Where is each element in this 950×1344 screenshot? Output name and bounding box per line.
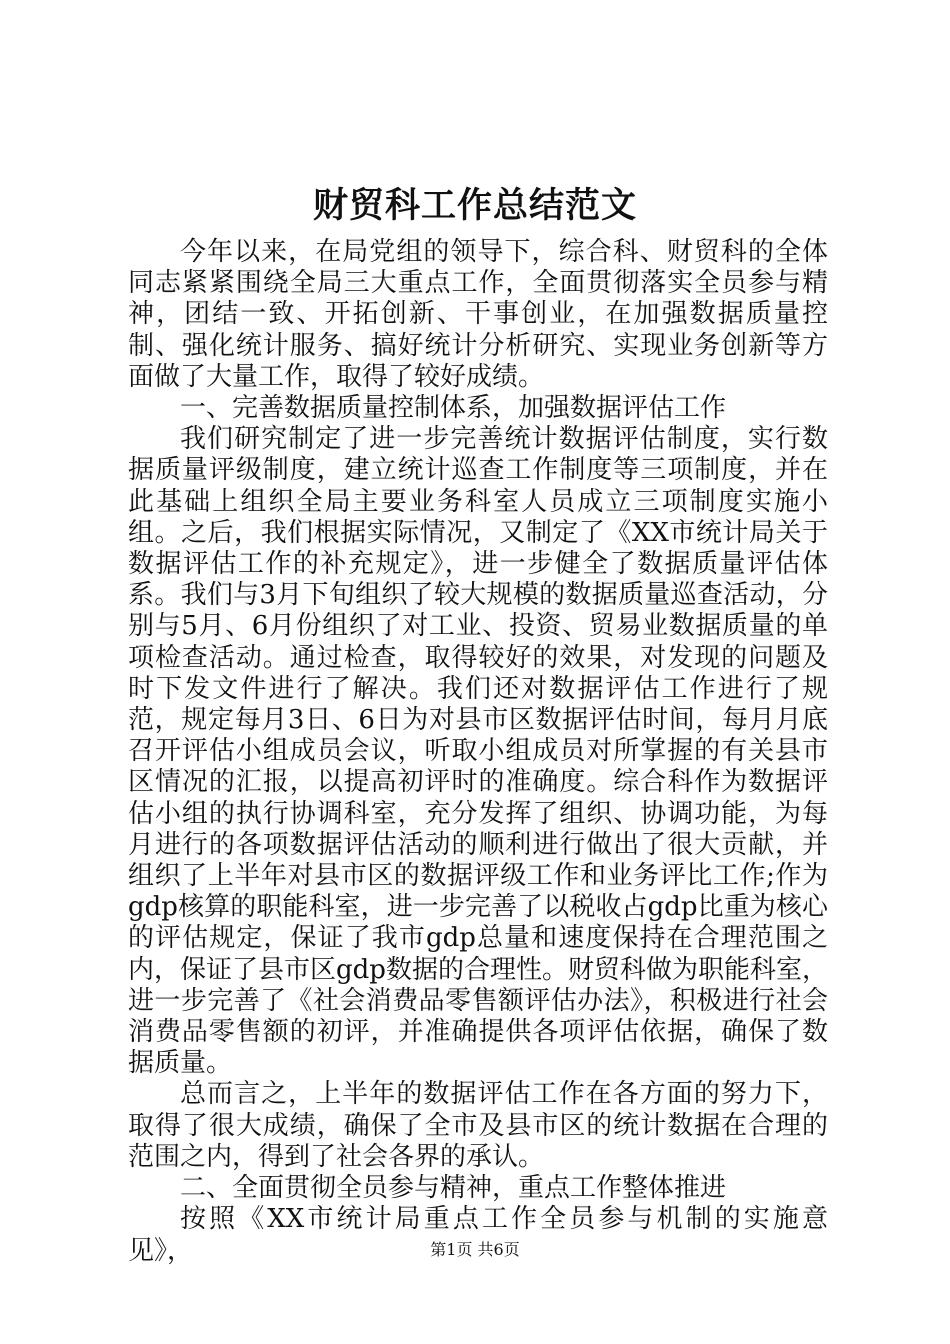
- body-paragraph: 我们研究制定了进一步完善统计数据评估制度，实行数据质量评级制度，建立统计巡查工作制度等三项制度，并在此基础上组织全局主要业务科室人员成立三项制度实施小组。之后，我们根据实际情况，又制定了《XX市统计局关于数据评估工作的补充规定》，进一步健全了数据质量评估体系。我们与3月下旬组织了较大规模的数据质量巡查活动，分别与5月、6月份组织了对工业、投资、贸易业数据质量的单项检查活动。通过检查，取得较好的效果，对发现的问题及时下发文件进行了解决。我们还对数据评估工作进行了规范，规定每月3日、6日为对县市区数据评估时间，每月月底召开评估小组成员会议，听取小组成员对所掌握的有关县市区情况的汇报，以提高初评时的准确度。综合科作为数据评估小组的执行协调科室，充分发挥了组织、协调功能，为每月进行的各项数据评估活动的顺利进行做出了很大贡献，并组织了上半年对县市区的数据评级工作和业务评比工作;作为gdp核算的职能科室，进一步完善了以税收占gdp比重为核心的评估规定，保证了我市gdp总量和速度保持在合理范围之内，保证了县市区gdp数据的合理性。财贸科做为职能科室，进一步完善了《社会消费品零售额评估办法》，积极进行社会消费品零售额的初评，并准确提供各项评估依据，确保了数据质量。: [128, 424, 828, 1079]
- intro-paragraph: 今年以来，在局党组的领导下，综合科、财贸科的全体同志紧紧围绕全局三大重点工作，全面贯彻落实全员参与精神，团结一致、开拓创新、干事创业，在加强数据质量控制、强化统计服务、搞好统计分析研究、实现业务创新等方面做了大量工作，取得了较好成绩。: [128, 237, 828, 392]
- section-heading-2: 二、全面贯彻全员参与精神，重点工作整体推进: [180, 1173, 727, 1204]
- body-paragraph: 总而言之，上半年的数据评估工作在各方面的努力下，取得了很大成绩，确保了全市及县市区的统计数据在合理的范围之内，得到了社会各界的承认。: [128, 1079, 828, 1172]
- page-number-footer: 第1页 共6页: [430, 1240, 520, 1259]
- document-body: [128, 237, 828, 1267]
- document-title: 财贸科工作总结范文: [312, 185, 637, 226]
- section-heading-1: 一、完善数据质量控制体系，加强数据评估工作: [180, 393, 727, 424]
- body-paragraph: 按照《XX市统计局重点工作全员参与机制的实施意见》，: [128, 1204, 828, 1266]
